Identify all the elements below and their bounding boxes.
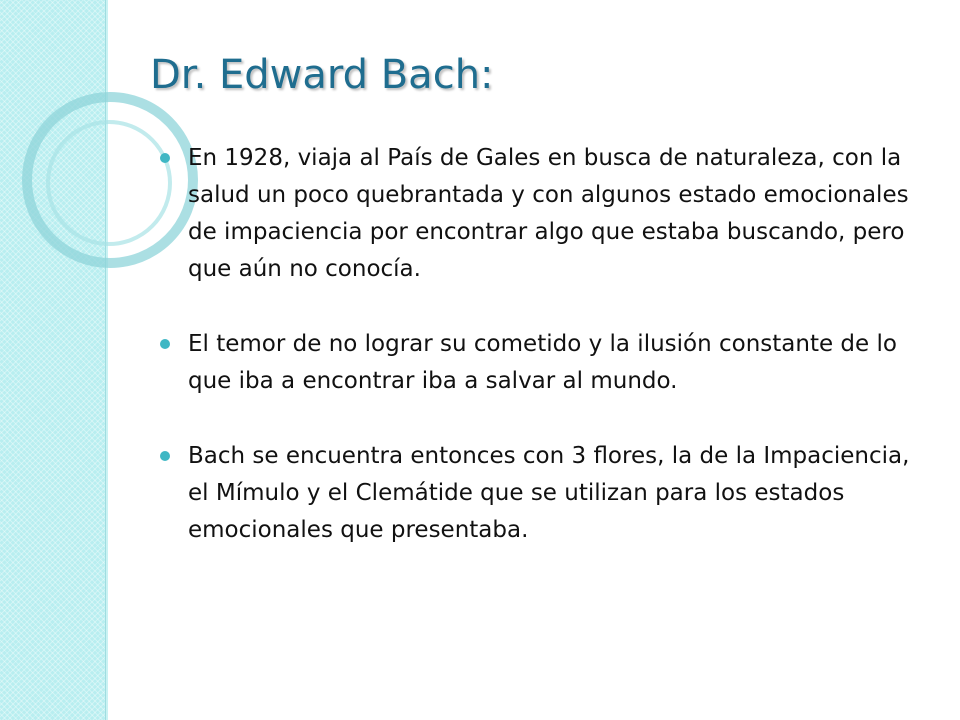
bullet-text: Bach se encuentra entonces con 3 flores, la de la Impaciencia, el Mímulo y el Clemátide que se utilizan para los estados emocionales que presentaba. (188, 443, 910, 543)
bullet-list (160, 140, 920, 587)
bullet-item (160, 438, 920, 549)
bullet-dot-icon (160, 153, 170, 163)
bullet-dot-icon (160, 451, 170, 461)
bullet-item (160, 326, 920, 400)
bullet-text: El temor de no lograr su cometido y la ilusión constante de lo que iba a encontrar iba a salvar al mundo. (188, 331, 897, 394)
slide-title: Dr. Edward Bach: (150, 52, 494, 98)
decorative-ring-inner (46, 120, 172, 246)
bullet-dot-icon (160, 339, 170, 349)
bullet-text: En 1928, viaja al País de Gales en busca de naturaleza, con la salud un poco quebrantada y con algunos estado emocionales de impaciencia por encontrar algo que estaba buscando, pero que aún no conocía. (188, 145, 909, 282)
bullet-item (160, 140, 920, 288)
